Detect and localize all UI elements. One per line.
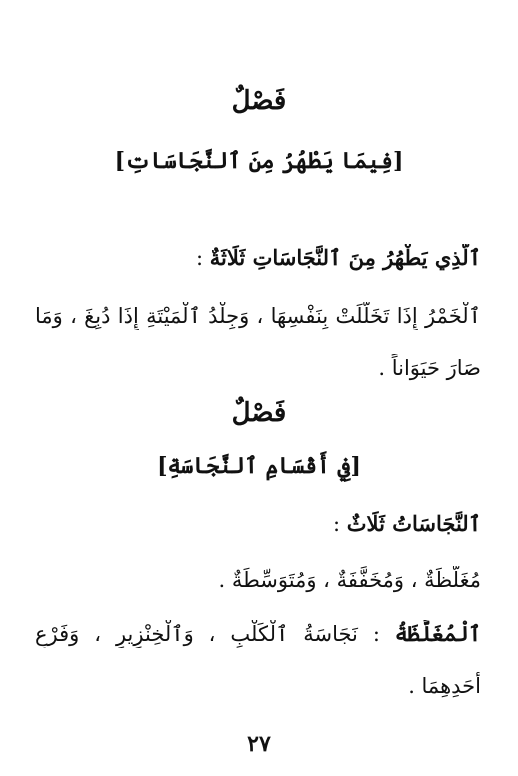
section-heading-fasl-2: فَصْلٌ: [231, 398, 287, 428]
paragraph-line: أَحَدِهِمَا .: [408, 674, 481, 698]
term-mughallaza: ٱلْمُغَلَّظَةُ: [394, 621, 481, 646]
definition-text: : نَجَاسَةُ ٱلْكَلْبِ ، وَٱلْخِنْزِيرِ ، وَفَرْعِ: [35, 622, 395, 646]
paragraph-line: ٱلْخَمْرُ إِذَا تَخَلَّلَتْ بِنَفْسِهَا ، وَجِلْدُ ٱلْمَيْتَةِ إِذَا دُبِغَ ، وَمَا: [35, 304, 481, 328]
paragraph-lead-1: [35, 244, 481, 272]
lead-term: ٱلنَّجَاسَاتُ ثَلَاثٌ: [346, 511, 481, 536]
lead-term: ٱلَّذِي يَطْهُرُ مِنَ ٱلنَّجَاسَاتِ ثَلَاثَةٌ: [209, 245, 481, 270]
section-title-categories: [فِي أَقْسَامِ ٱلنَّجَاسَةِ]: [157, 453, 361, 479]
paragraph-lead-2: [35, 510, 481, 538]
paragraph-line: [35, 620, 481, 648]
paragraph-line: صَارَ حَيَوَاناً .: [378, 356, 481, 380]
section-heading-fasl-1: فَصْلٌ: [231, 86, 287, 116]
page-number: ٢٧: [247, 731, 271, 757]
lead-colon: :: [196, 246, 210, 270]
section-title-purification: [فِيمَا يَطْهُرُ مِنَ ٱلنَّجَاسَاتِ]: [114, 148, 404, 174]
lead-colon: :: [333, 512, 347, 536]
paragraph-line: مُغَلَّظَةٌ ، وَمُخَفَّفَةٌ ، وَمُتَوَسِّطَةٌ .: [218, 568, 481, 592]
